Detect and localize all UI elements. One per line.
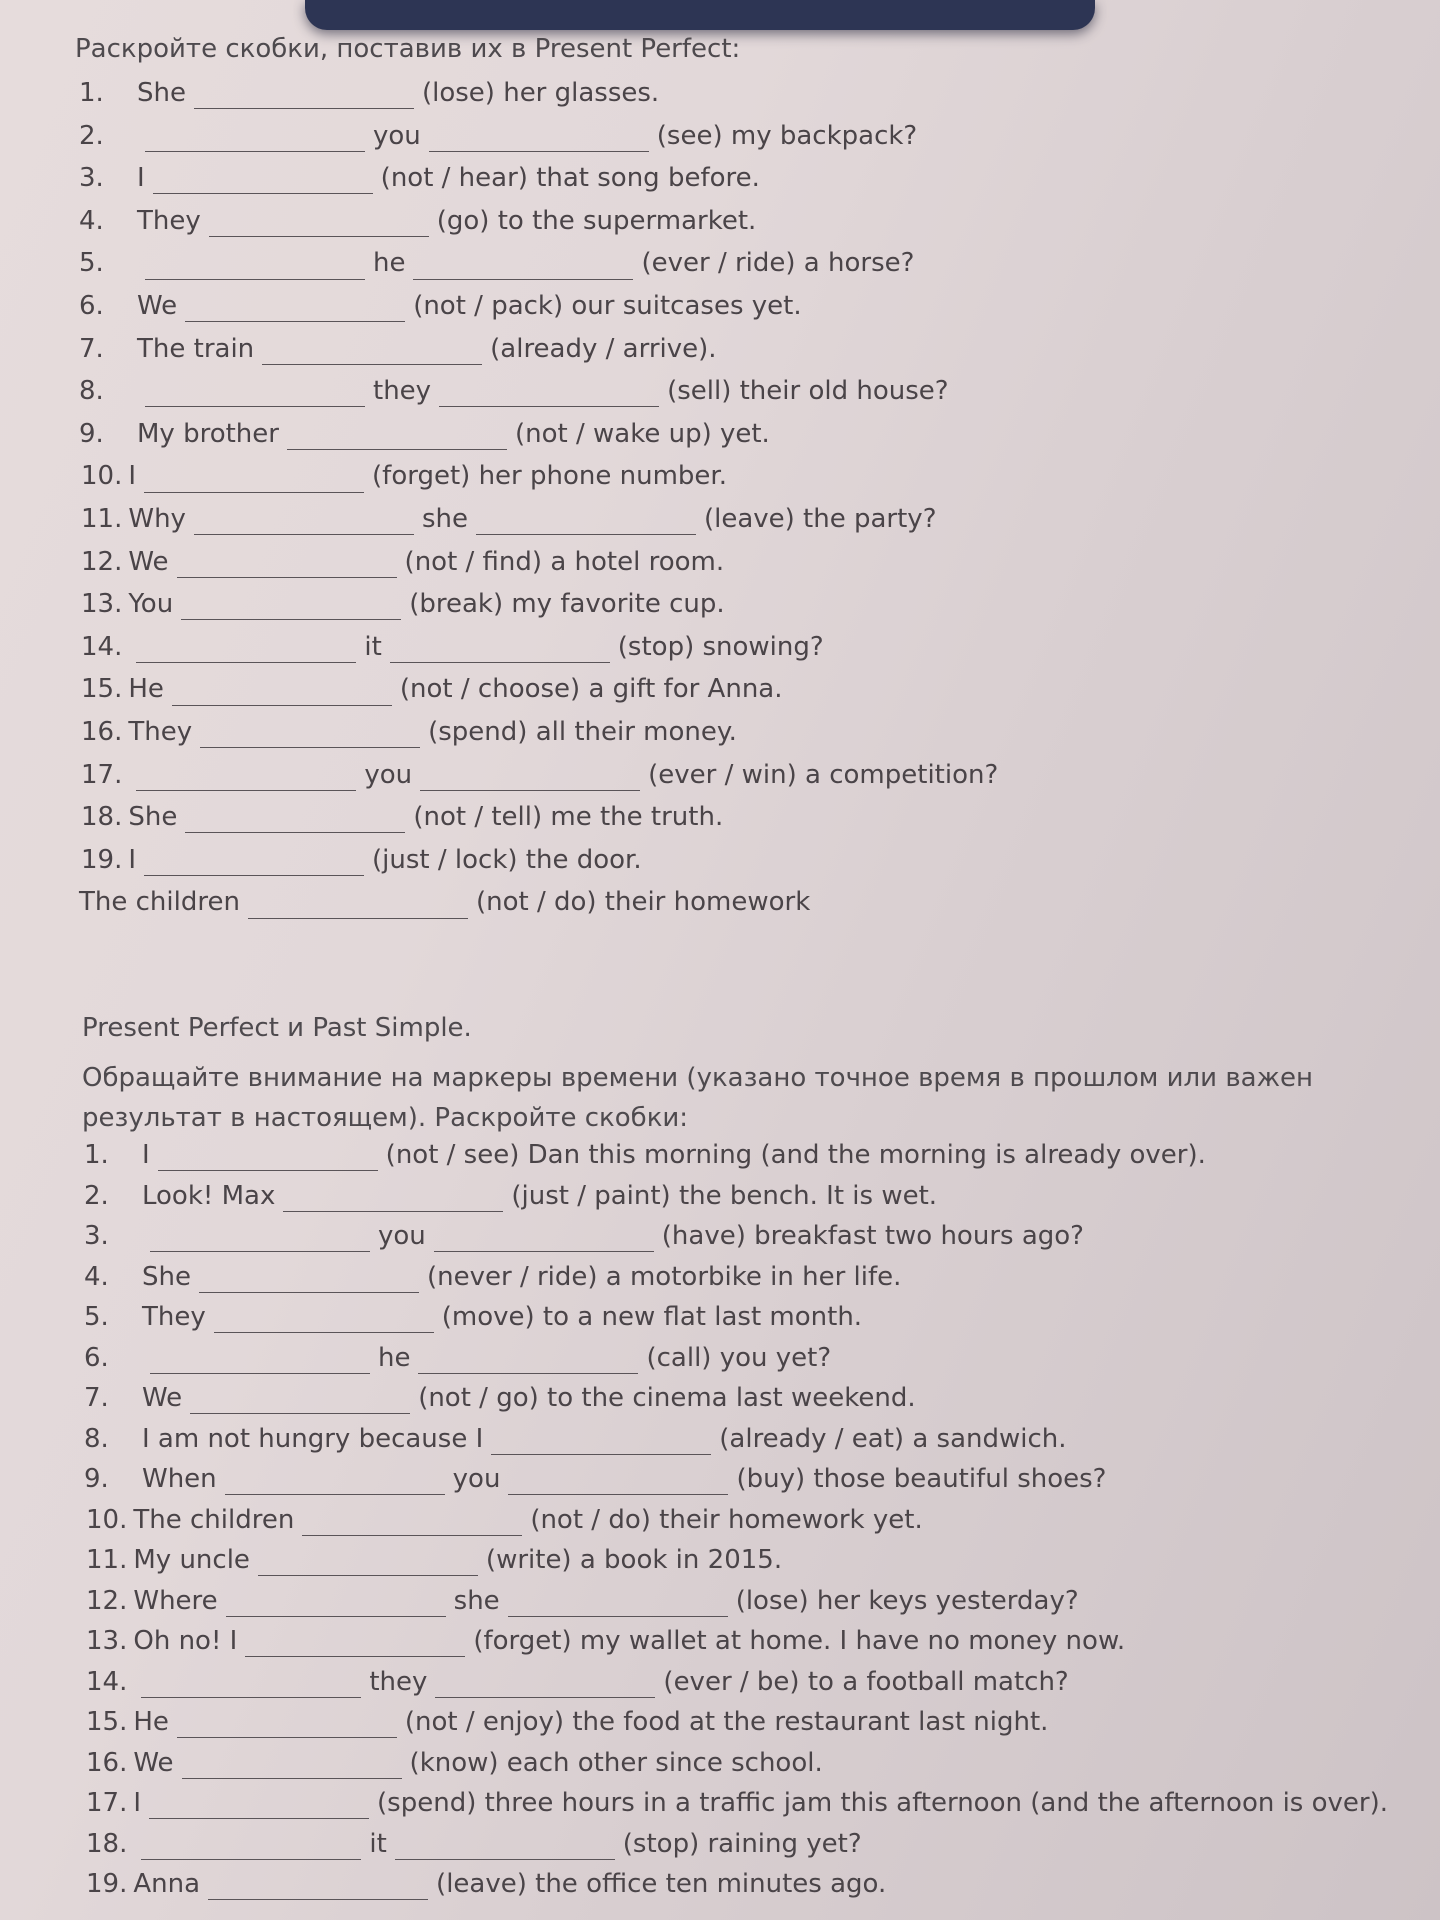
answer-blank[interactable] xyxy=(418,1347,638,1374)
item-verb-hint: (ever / ride) a horse? xyxy=(641,248,915,279)
item-prefix: The children xyxy=(133,1504,295,1535)
item-verb-hint: (ever / be) to a football match? xyxy=(663,1666,1069,1697)
item-verb-hint: (move) to a new flat last month. xyxy=(441,1302,863,1332)
exercise-item xyxy=(84,1383,916,1414)
item-verb-hint: (not / find) a hotel room. xyxy=(404,546,725,577)
item-number: 4. xyxy=(79,205,104,236)
exercise-item xyxy=(84,1262,901,1293)
answer-blank[interactable] xyxy=(226,1590,446,1617)
item-verb-hint: (forget) my wallet at home. I have no money now. xyxy=(473,1626,1126,1656)
answer-blank[interactable] xyxy=(508,1468,728,1495)
item-prefix: I xyxy=(142,1140,150,1170)
exercise-item xyxy=(81,845,642,876)
item-number: 11. xyxy=(86,1545,128,1575)
answer-blank[interactable] xyxy=(302,1509,522,1536)
exercise-item xyxy=(81,717,737,748)
item-verb-hint: (have) breakfast two hours ago? xyxy=(661,1221,1084,1251)
answer-blank[interactable] xyxy=(209,210,429,237)
exercise-item xyxy=(79,248,914,279)
item-verb-hint: (not / hear) that song before. xyxy=(380,163,760,194)
item-prefix: They xyxy=(128,717,193,747)
item-number: 18. xyxy=(81,802,123,833)
answer-blank[interactable] xyxy=(225,1468,445,1495)
item-prefix: We xyxy=(128,546,169,577)
exercise-item xyxy=(86,1586,1079,1617)
answer-blank[interactable] xyxy=(145,253,365,280)
item-number: 4. xyxy=(84,1261,109,1292)
item-verb-hint: (not / wake up) yet. xyxy=(514,418,770,449)
item-prefix: My brother xyxy=(137,418,279,449)
item-number: 12. xyxy=(81,546,123,577)
answer-blank[interactable] xyxy=(214,1306,434,1333)
answer-blank[interactable] xyxy=(145,125,365,152)
exercise-item xyxy=(81,632,824,663)
section1-heading: Раскройте скобки, поставив их в Present Perfect: xyxy=(75,34,741,64)
answer-blank[interactable] xyxy=(136,764,356,791)
item-number: 10. xyxy=(81,461,123,492)
item-prefix: My uncle xyxy=(133,1545,250,1575)
item-middle: it xyxy=(364,631,382,662)
answer-blank[interactable] xyxy=(508,1590,728,1617)
item-prefix: We xyxy=(133,1747,174,1778)
answer-blank[interactable] xyxy=(429,125,649,152)
answer-blank[interactable] xyxy=(145,380,365,407)
item-number: 6. xyxy=(84,1342,109,1373)
exercise-item xyxy=(81,760,998,791)
exercise-item xyxy=(84,1343,831,1374)
item-number: 5. xyxy=(84,1302,109,1332)
answer-blank[interactable] xyxy=(390,636,610,663)
item-prefix: We xyxy=(137,291,178,321)
item-middle: it xyxy=(369,1828,387,1859)
item-number: 6. xyxy=(79,291,104,321)
answer-blank[interactable] xyxy=(413,253,633,280)
answer-blank[interactable] xyxy=(420,764,640,791)
exercise-item xyxy=(81,802,723,833)
exercise-item xyxy=(86,1545,782,1576)
item-verb-hint: (sell) their old house? xyxy=(667,376,949,407)
item-prefix: The train xyxy=(137,333,255,364)
exercise-item xyxy=(81,504,937,535)
answer-blank[interactable] xyxy=(185,806,405,833)
item-middle: he xyxy=(378,1342,411,1373)
answer-blank[interactable] xyxy=(199,1266,419,1293)
answer-blank[interactable] xyxy=(194,508,414,535)
exercise-item xyxy=(81,547,724,578)
exercise-item xyxy=(84,1140,1206,1171)
item-verb-hint: (break) my favorite cup. xyxy=(409,589,725,620)
answer-blank[interactable] xyxy=(439,380,659,407)
item-number: 10. xyxy=(86,1504,128,1535)
exercise-item xyxy=(84,1302,862,1333)
item-number: 12. xyxy=(86,1585,128,1616)
item-verb-hint: (leave) the party? xyxy=(703,504,937,534)
answer-blank[interactable] xyxy=(149,1792,369,1819)
item-prefix: When xyxy=(142,1464,217,1494)
item-verb-hint: (not / pack) our suitcases yet. xyxy=(413,291,802,321)
exercise-item xyxy=(84,1424,1067,1455)
item-prefix: You xyxy=(128,589,174,620)
answer-blank[interactable] xyxy=(177,1711,397,1738)
item-middle: he xyxy=(373,248,406,279)
exercise-item xyxy=(79,334,717,365)
item-prefix: Where xyxy=(133,1585,218,1616)
exercise-item xyxy=(86,1626,1125,1657)
item-number: 1. xyxy=(84,1140,109,1170)
item-prefix: I am not hungry because I xyxy=(142,1423,484,1454)
answer-blank[interactable] xyxy=(194,82,414,109)
item-verb-hint: (lose) her keys yesterday? xyxy=(735,1585,1079,1616)
item-verb-hint: (go) to the supermarket. xyxy=(436,205,757,236)
item-number: 2. xyxy=(79,120,104,151)
exercise-item xyxy=(86,1748,823,1779)
item-middle: she xyxy=(421,504,468,534)
item-prefix: Oh no! I xyxy=(133,1626,238,1656)
item-number: 17. xyxy=(86,1788,128,1818)
exercise-item xyxy=(84,1464,1106,1495)
exercise-item xyxy=(86,1829,862,1860)
answer-blank[interactable] xyxy=(136,636,356,663)
item-number: 1. xyxy=(79,78,104,108)
item-verb-hint: (know) each other since school. xyxy=(409,1747,823,1778)
item-number: 9. xyxy=(79,418,104,449)
exercise-item xyxy=(84,1221,1084,1252)
item-prefix: I xyxy=(133,1788,142,1818)
exercise-item xyxy=(81,589,725,620)
item-number: 16. xyxy=(86,1747,128,1778)
item-verb-hint: (stop) raining yet? xyxy=(622,1828,862,1859)
item-number: 8. xyxy=(79,376,104,407)
item-number: 11. xyxy=(81,504,123,534)
item-middle: they xyxy=(373,376,432,407)
item-prefix: She xyxy=(142,1261,191,1292)
item-verb-hint: (already / eat) a sandwich. xyxy=(719,1423,1067,1454)
item-prefix: Anna xyxy=(133,1869,201,1899)
item-verb-hint: (not / go) to the cinema last weekend. xyxy=(418,1383,916,1413)
item-number: 16. xyxy=(81,717,123,747)
exercise-item xyxy=(86,1707,1048,1738)
exercise-item xyxy=(79,78,659,109)
item-prefix: We xyxy=(142,1383,183,1413)
item-prefix: I xyxy=(137,163,145,194)
exercise-item xyxy=(86,1869,886,1900)
item-verb-hint: (call) you yet? xyxy=(646,1342,832,1373)
item-number: 7. xyxy=(79,333,104,364)
exercise-item xyxy=(84,1181,937,1212)
item-prefix: They xyxy=(137,205,201,236)
answer-blank[interactable] xyxy=(172,679,392,706)
item-number: 19. xyxy=(86,1869,128,1899)
item-number: 9. xyxy=(84,1464,109,1494)
item-number: 5. xyxy=(79,248,104,279)
item-verb-hint: (lose) her glasses. xyxy=(421,78,660,108)
exercise-item xyxy=(79,376,949,407)
answer-blank[interactable] xyxy=(177,551,397,578)
answer-blank[interactable] xyxy=(144,849,364,876)
item-number: 18. xyxy=(86,1828,128,1859)
answer-blank[interactable] xyxy=(190,1387,410,1414)
item-prefix: The children xyxy=(79,887,240,918)
answer-blank[interactable] xyxy=(245,1630,465,1657)
item-verb-hint: (write) a book in 2015. xyxy=(485,1545,783,1575)
item-number: 13. xyxy=(81,589,123,620)
item-prefix: I xyxy=(128,844,137,875)
item-verb-hint: (spend) three hours in a traffic jam this afternoon (and the afternoon is over). xyxy=(377,1788,1389,1818)
item-number: 19. xyxy=(81,844,123,875)
section2-title: Present Perfect и Past Simple. xyxy=(82,1013,472,1043)
answer-blank[interactable] xyxy=(150,1347,370,1374)
answer-blank[interactable] xyxy=(476,508,696,535)
item-middle: you xyxy=(378,1221,426,1251)
answer-blank[interactable] xyxy=(141,1671,361,1698)
item-verb-hint: (not / see) Dan this morning (and the morning is already over). xyxy=(385,1140,1206,1170)
item-prefix: I xyxy=(128,461,137,492)
item-prefix: He xyxy=(133,1707,169,1737)
item-verb-hint: (leave) the office ten minutes ago. xyxy=(436,1869,887,1899)
answer-blank[interactable] xyxy=(158,1144,378,1171)
answer-blank[interactable] xyxy=(491,1428,711,1455)
answer-blank[interactable] xyxy=(208,1873,428,1900)
item-middle: she xyxy=(453,1585,500,1616)
item-number: 13. xyxy=(86,1626,128,1656)
exercise-item xyxy=(81,674,783,705)
item-verb-hint: (stop) snowing? xyxy=(617,631,824,662)
answer-blank[interactable] xyxy=(258,1549,478,1576)
exercise-item xyxy=(79,206,756,237)
answer-blank[interactable] xyxy=(181,593,401,620)
answer-blank[interactable] xyxy=(144,466,364,493)
item-verb-hint: (never / ride) a motorbike in her life. xyxy=(426,1261,902,1292)
answer-blank[interactable] xyxy=(200,721,420,748)
exercise-item xyxy=(81,461,727,492)
item-verb-hint: (not / do) their homework yet. xyxy=(530,1504,923,1535)
item-middle: you xyxy=(373,120,421,151)
answer-blank[interactable] xyxy=(435,1671,655,1698)
answer-blank[interactable] xyxy=(287,423,507,450)
exercise-item xyxy=(79,291,802,322)
item-number: 3. xyxy=(84,1221,109,1251)
answer-blank[interactable] xyxy=(283,1185,503,1212)
answer-blank[interactable] xyxy=(150,1225,370,1252)
exercise-item xyxy=(86,1667,1069,1698)
item-middle: they xyxy=(369,1666,428,1697)
answer-blank[interactable] xyxy=(395,1833,615,1860)
exercise-item xyxy=(79,419,770,450)
item-verb-hint: (just / lock) the door. xyxy=(372,844,642,875)
item-number: 17. xyxy=(81,759,123,790)
item-verb-hint: (not / tell) me the truth. xyxy=(413,802,724,833)
item-verb-hint: (not / choose) a gift for Anna. xyxy=(399,674,783,705)
exercise-item xyxy=(86,1505,923,1536)
item-number: 8. xyxy=(84,1423,109,1454)
answer-blank[interactable] xyxy=(185,295,405,322)
exercise-item xyxy=(79,163,760,194)
item-prefix: They xyxy=(142,1302,206,1332)
item-prefix: He xyxy=(128,674,164,705)
exercise-item xyxy=(79,887,810,918)
item-verb-hint: (ever / win) a competition? xyxy=(648,759,999,790)
item-middle: you xyxy=(364,759,413,790)
item-verb-hint: (spend) all their money. xyxy=(428,717,737,747)
answer-blank[interactable] xyxy=(153,167,373,194)
item-prefix: She xyxy=(128,802,178,833)
item-verb-hint: (just / paint) the bench. It is wet. xyxy=(511,1180,938,1211)
item-prefix: She xyxy=(137,78,186,108)
item-number: 7. xyxy=(84,1383,109,1413)
item-verb-hint: (already / arrive). xyxy=(490,333,717,364)
item-number: 2. xyxy=(84,1180,109,1211)
answer-blank[interactable] xyxy=(248,892,468,919)
answer-blank[interactable] xyxy=(434,1225,654,1252)
answer-blank[interactable] xyxy=(182,1752,402,1779)
item-prefix: Look! Max xyxy=(142,1180,276,1211)
item-middle: you xyxy=(452,1464,501,1494)
answer-blank[interactable] xyxy=(141,1833,361,1860)
exercise-item xyxy=(86,1788,1388,1819)
item-verb-hint: (not / do) their homework xyxy=(475,887,811,918)
item-number: 15. xyxy=(86,1707,128,1737)
item-verb-hint: (see) my backpack? xyxy=(656,120,918,151)
answer-blank[interactable] xyxy=(262,338,482,365)
item-number: 15. xyxy=(81,674,123,705)
item-number: 14. xyxy=(86,1666,128,1697)
item-verb-hint: (buy) those beautiful shoes? xyxy=(736,1464,1107,1494)
section2-instructions: Обращайте внимание на маркеры времени (указано точное время в прошлом или важен результат в настоящем). Раскройте скобки: xyxy=(82,1063,1313,1133)
item-number: 3. xyxy=(79,163,104,194)
exercise-item xyxy=(79,121,917,152)
item-prefix: Why xyxy=(128,504,186,534)
item-verb-hint: (not / enjoy) the food at the restaurant last night. xyxy=(404,1707,1049,1737)
item-verb-hint: (forget) her phone number. xyxy=(372,461,727,492)
item-number: 14. xyxy=(81,631,123,662)
